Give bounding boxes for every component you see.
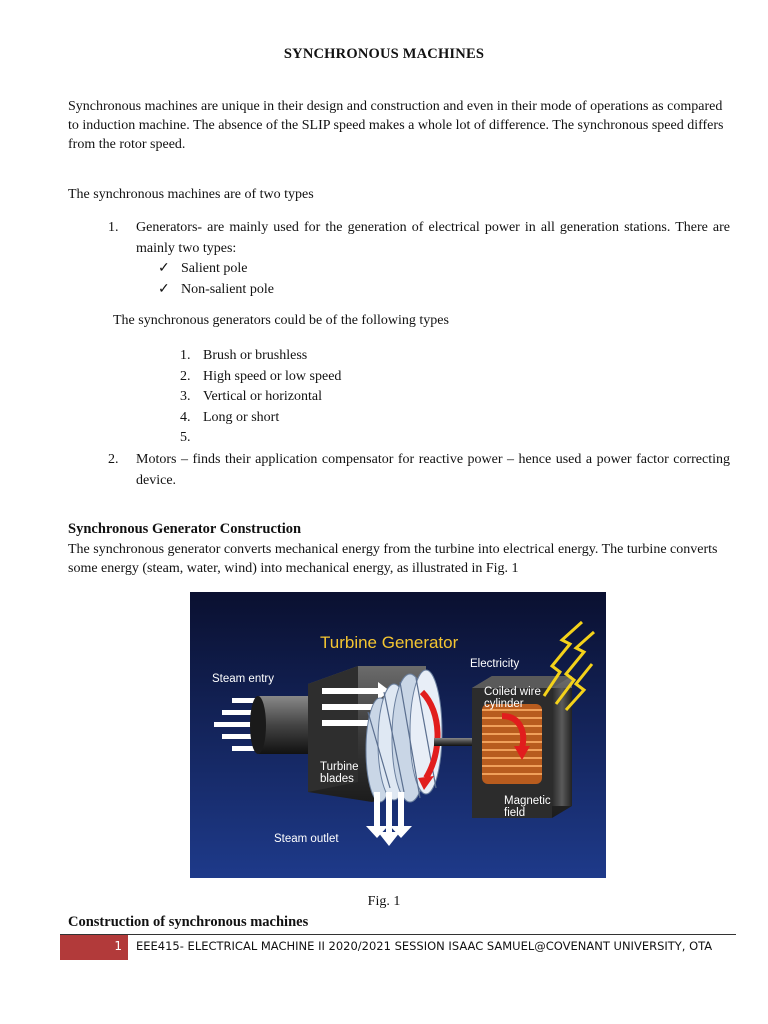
figure-title: Turbine Generator bbox=[320, 633, 459, 652]
turbine-generator-figure bbox=[190, 592, 606, 878]
list-text: Motors – finds their application compensator for reactive power – hence used a power factor correcting device. bbox=[136, 452, 730, 488]
label-coiled-wire: Coiled wire bbox=[484, 686, 541, 698]
motors-item bbox=[108, 450, 730, 491]
list-item bbox=[180, 408, 341, 429]
list-item bbox=[180, 428, 341, 449]
list-item bbox=[158, 259, 730, 280]
list-number: 1. bbox=[180, 348, 191, 363]
figure-caption: Fig. 1 bbox=[367, 894, 401, 909]
label-cylinder: cylinder bbox=[484, 698, 524, 710]
turbine-shaft bbox=[434, 738, 476, 746]
generator-types-intro: The synchronous generators could be of the following types bbox=[113, 313, 449, 328]
turbine-generator-illustration bbox=[190, 592, 606, 878]
list-text: Brush or brushless bbox=[203, 348, 308, 363]
checkmark-icon: ✓ bbox=[158, 261, 170, 276]
label-blades: blades bbox=[320, 773, 354, 785]
list-text: Non-salient pole bbox=[181, 281, 274, 297]
generator-subtypes bbox=[158, 259, 730, 300]
types-intro: The synchronous machines are of two types bbox=[68, 187, 314, 202]
page-title: SYNCHRONOUS MACHINES bbox=[283, 46, 485, 62]
label-electricity: Electricity bbox=[470, 658, 520, 670]
list-item bbox=[108, 218, 730, 259]
list-item bbox=[180, 387, 341, 408]
label-steam-entry: Steam entry bbox=[212, 673, 274, 685]
list-item bbox=[158, 280, 730, 301]
list-item bbox=[180, 367, 341, 388]
list-number: 3. bbox=[180, 389, 191, 405]
label-steam-outlet: Steam outlet bbox=[274, 833, 339, 845]
intro-paragraph: Synchronous machines are unique in their design and construction and even in their mode of operations as compared to induction machine. The absence of the SLIP speed makes a whole lot of difference. The synchronous speed differs from the rotor speed. bbox=[68, 99, 724, 152]
footer-divider bbox=[60, 934, 736, 935]
list-number: 2. bbox=[180, 368, 191, 384]
list-number: 4. bbox=[180, 409, 191, 425]
list-number: 2. bbox=[108, 452, 119, 467]
pipe-opening bbox=[250, 696, 266, 754]
list-text: High speed or low speed bbox=[203, 368, 342, 384]
label-magnetic: Magnetic bbox=[504, 795, 551, 807]
list-item bbox=[108, 450, 730, 491]
coiled-wire-cylinder bbox=[482, 704, 542, 784]
list-number: 5. bbox=[180, 430, 191, 446]
page-number: 1 bbox=[114, 939, 122, 953]
footer-text: EEE415- ELECTRICAL MACHINE II 2020/2021 SESSION ISAAC SAMUEL@COVENANT UNIVERSITY, OTA bbox=[136, 939, 713, 953]
label-field: field bbox=[504, 807, 526, 819]
label-turbine: Turbine bbox=[320, 761, 359, 773]
machine-types-list bbox=[108, 218, 730, 300]
generator-types-list bbox=[180, 346, 341, 449]
section-heading-construction: Construction of synchronous machines bbox=[68, 914, 309, 930]
checkmark-icon: ✓ bbox=[158, 281, 170, 297]
list-number: 1. bbox=[108, 220, 119, 235]
list-text: Generators- are mainly used for the generation of electrical power in all generation stations. There are mainly two types: bbox=[136, 220, 730, 256]
list-text: Salient pole bbox=[181, 261, 248, 276]
generator-construction-paragraph: The synchronous generator converts mechanical energy from the turbine into electrical energy. The turbine converts some energy (steam, water, wind) into mechanical energy, as illustrated in Fig. 1 bbox=[68, 542, 718, 576]
section-heading-generator-construction: Synchronous Generator Construction bbox=[68, 521, 302, 537]
list-text: Vertical or horizontal bbox=[203, 389, 322, 405]
list-item bbox=[180, 346, 341, 367]
list-text: Long or short bbox=[203, 409, 280, 425]
